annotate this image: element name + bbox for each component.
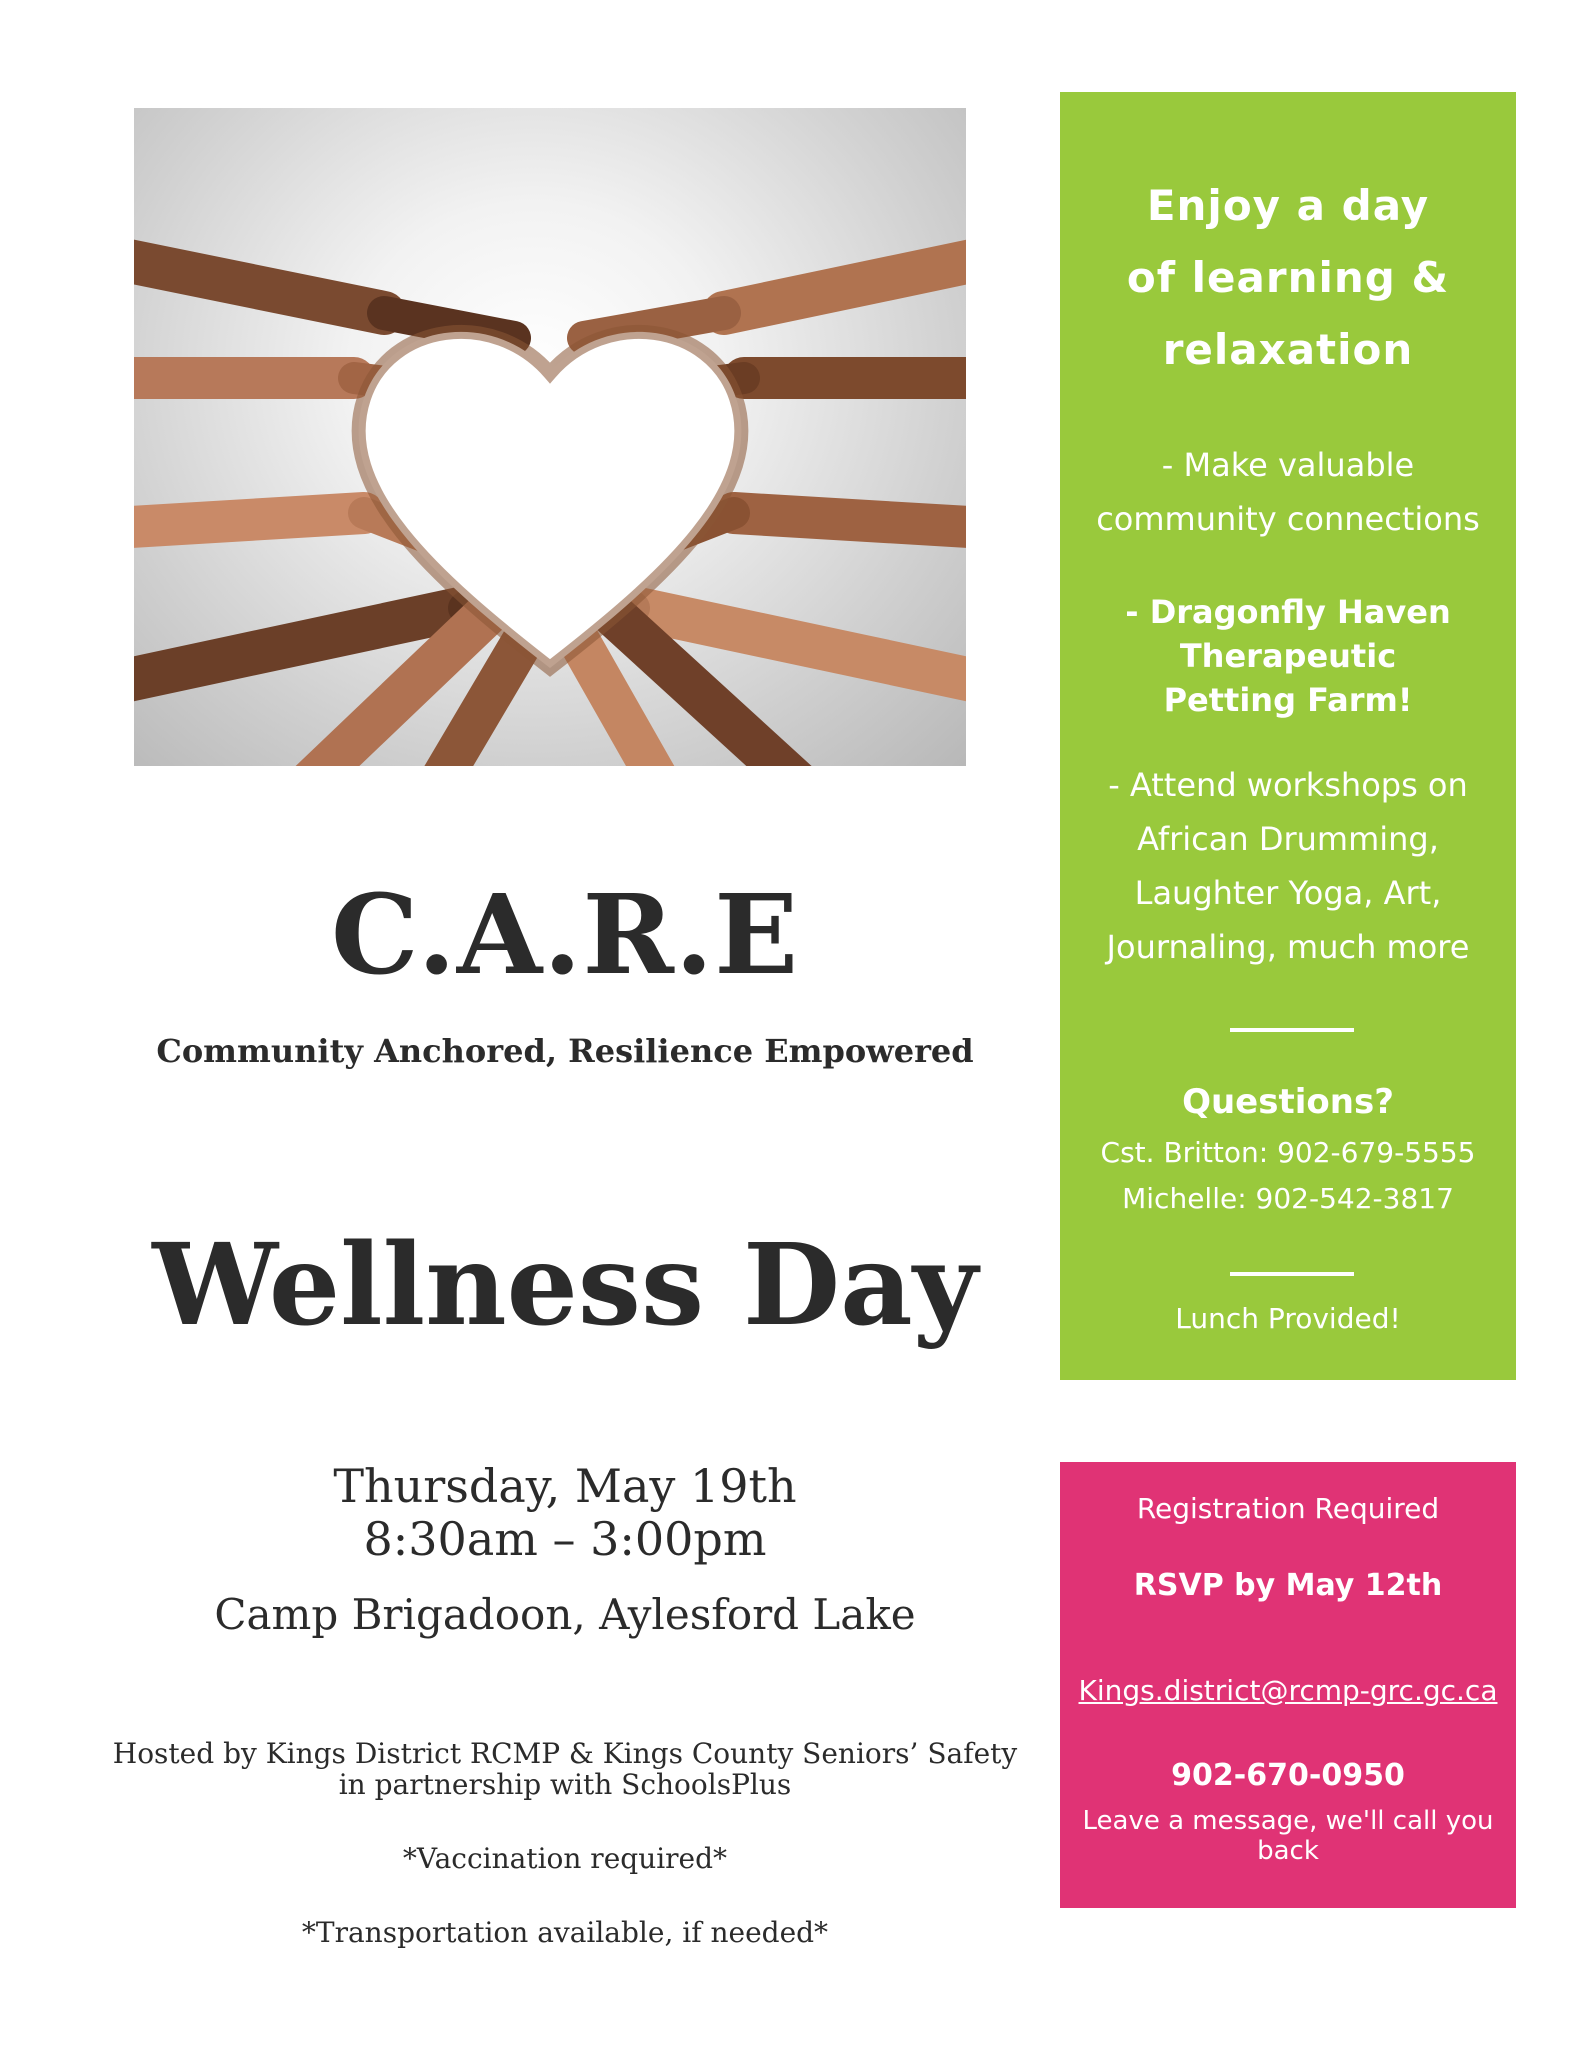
bullet-line: Laughter Yoga, Art,: [1134, 874, 1442, 912]
event-time: 8:30am – 3:00pm: [363, 1511, 767, 1566]
heading-line: Enjoy a day: [1146, 181, 1430, 230]
bullet-line: African Drumming,: [1137, 820, 1439, 858]
rsvp-deadline: RSVP by May 12th: [1133, 1568, 1443, 1603]
heading-line: relaxation: [1162, 325, 1414, 374]
activities-heading: [1060, 170, 1516, 386]
bullet-line: - Attend workshops on: [1108, 766, 1468, 804]
bullet-line: - Dragonfly Haven: [1125, 593, 1451, 631]
divider: [1230, 1272, 1354, 1276]
event-title: Wellness Day: [152, 1220, 978, 1351]
divider: [1230, 1028, 1354, 1032]
contact-michelle: Michelle: 902-542-3817: [1122, 1182, 1454, 1215]
lunch-note: Lunch Provided!: [1175, 1302, 1401, 1335]
vaccination-note: *Vaccination required*: [402, 1842, 728, 1875]
hosted-line-1: Hosted by Kings District RCMP & Kings County Seniors’ Safety: [112, 1737, 1018, 1770]
bullet-community: [1080, 438, 1496, 546]
care-title: C.A.R.E: [330, 870, 800, 999]
bullet-line: Journaling, much more: [1106, 928, 1470, 966]
event-datetime: [100, 1460, 1030, 1566]
hosted-by: [100, 1738, 1030, 1801]
bullet-line: Petting Farm!: [1163, 681, 1413, 719]
email-link[interactable]: Kings.district@rcmp-grc.gc.ca: [1078, 1674, 1498, 1707]
heading-line: of learning &: [1126, 253, 1450, 302]
event-location: Camp Brigadoon, Aylesford Lake: [214, 1590, 916, 1639]
bullet-petting-farm: [1080, 590, 1496, 722]
transportation-note: *Transportation available, if needed*: [301, 1916, 829, 1949]
event-date: Thursday, May 19th: [333, 1459, 797, 1513]
phone-number: 902-670-0950: [1171, 1758, 1405, 1793]
hero-image: [134, 108, 966, 766]
bullet-workshops: [1080, 758, 1496, 974]
bullet-line: - Make valuable: [1161, 446, 1415, 484]
registration-panel: [1060, 1462, 1516, 1908]
bullet-line: community connections: [1096, 500, 1480, 538]
hosted-line-2: in partnership with SchoolsPlus: [338, 1768, 792, 1802]
hands-heart-illustration: [134, 108, 966, 766]
callback-note: Leave a message, we'll call you back: [1082, 1806, 1494, 1866]
care-subtitle: Community Anchored, Resilience Empowered: [156, 1032, 974, 1070]
questions-label: Questions?: [1182, 1082, 1394, 1122]
bullet-line: Therapeutic: [1179, 637, 1397, 675]
contact-britton: Cst. Britton: 902-679-5555: [1100, 1136, 1476, 1169]
registration-required: Registration Required: [1136, 1492, 1440, 1525]
activities-panel: [1060, 92, 1516, 1380]
